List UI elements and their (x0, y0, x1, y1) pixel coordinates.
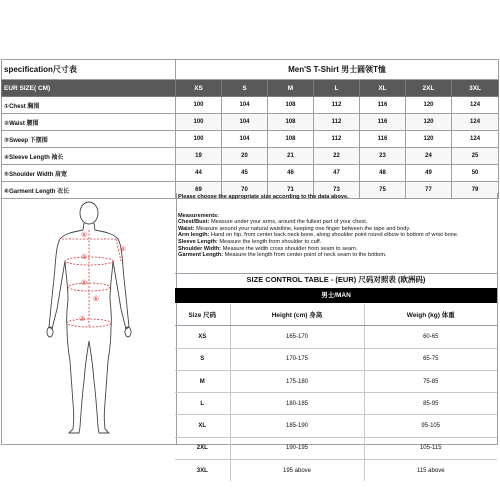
spec-value-cell: 73 (314, 182, 360, 199)
size-control-header: Weigh (kg) 体重 (364, 304, 497, 326)
spec-value-cell: 120 (406, 97, 452, 114)
notes-line (178, 239, 496, 246)
notes-term: Sleeve Length: (178, 238, 218, 245)
size-control-row (175, 370, 497, 392)
notes-text: Measure the width cross shoulder from seam to seam. (221, 245, 358, 252)
spec-value-cell: 112 (314, 131, 360, 148)
size-control-cell: L (175, 393, 230, 415)
spec-value-cell: 120 (406, 131, 452, 148)
measurement-notes (178, 194, 496, 259)
size-header-cell: 2XL (406, 80, 452, 97)
spec-value-cell: 112 (314, 114, 360, 131)
size-header-cell: S (222, 80, 268, 97)
size-control-row (175, 393, 497, 415)
spec-value-cell: 45 (222, 165, 268, 182)
spec-value-cell: 75 (360, 182, 406, 199)
notes-line (178, 232, 496, 239)
spec-value-cell: 112 (314, 97, 360, 114)
notes-term: Arm length: (178, 232, 210, 239)
size-control-cell: 190-195 (230, 437, 364, 459)
notes-text: Measure the length from shoulder to cuff. (217, 238, 322, 245)
size-control-cell: 105-115 (364, 437, 497, 459)
notes-term: Garment Length: (178, 252, 224, 259)
specification-table (1, 59, 499, 199)
spec-value-cell: 25 (452, 148, 499, 165)
notes-line (178, 246, 496, 253)
spec-row (2, 148, 499, 165)
spec-value-cell: 21 (268, 148, 314, 165)
size-control-row (175, 326, 497, 348)
spec-value-cell: 79 (452, 182, 499, 199)
spec-row-label: ⑥Garment Length 衣长 (2, 182, 176, 199)
spec-value-cell: 70 (222, 182, 268, 199)
notes-text: Measure under your arms, around the fullest part of your chest. (209, 219, 368, 226)
spec-row (2, 114, 499, 131)
size-control-header: Size 尺码 (175, 304, 230, 326)
size-control-cell: 65-75 (364, 348, 497, 370)
size-header-cell: M (268, 80, 314, 97)
spec-value-cell: 116 (360, 114, 406, 131)
size-header-cell: L (314, 80, 360, 97)
spec-value-cell: 116 (360, 131, 406, 148)
human-measurement-figure-icon (24, 199, 154, 439)
spec-value-cell: 20 (222, 148, 268, 165)
size-control-row (175, 460, 497, 482)
figure-marker-length: ⑥ (92, 295, 100, 303)
size-header-cell: 3XL (452, 80, 499, 97)
size-control-cell: 180-185 (230, 393, 364, 415)
figure-marker-sleeve: ④ (119, 245, 127, 253)
spec-value-cell: 100 (176, 114, 222, 131)
size-row-label: EUR SIZE( CM) (2, 80, 176, 97)
size-header-cell: XS (176, 80, 222, 97)
spec-corner-title: specification尺寸表 (2, 60, 176, 80)
notes-term: Waist: (178, 225, 195, 232)
spec-value-cell: 116 (360, 97, 406, 114)
size-control-cell: 115 above (416, 467, 445, 474)
spec-value-cell: 108 (268, 131, 314, 148)
figure-marker-chest: ① (80, 253, 88, 261)
size-control-cell: 60-65 (364, 326, 497, 348)
spec-value-cell: 100 (176, 131, 222, 148)
spec-value-cell: 46 (268, 165, 314, 182)
size-control-table (175, 304, 497, 481)
size-control-row (175, 437, 497, 459)
spec-value-cell: 49 (406, 165, 452, 182)
spec-value-cell: 104 (222, 97, 268, 114)
size-control-cell: 170-175 (230, 348, 364, 370)
size-control-cell: 195 above (230, 460, 364, 482)
spec-row-label: ①Chest 胸围 (2, 97, 176, 114)
notes-line (178, 252, 496, 259)
size-control-cell: XS (175, 326, 230, 348)
size-control-cell: 85-95 (364, 393, 497, 415)
size-control-cell: 2XL (175, 437, 230, 459)
spec-value-cell: 77 (406, 182, 452, 199)
spec-value-cell: 100 (176, 97, 222, 114)
size-control-cell: XL (175, 415, 230, 437)
spec-row-label: ⑤Shoulder Width 肩宽 (2, 165, 176, 182)
size-header-row (2, 80, 499, 97)
figure-panel (2, 193, 177, 444)
spec-row (2, 131, 499, 148)
notes-text: Measure around your natural waistline, keeping one finger between the tape and body. (194, 225, 411, 232)
spec-value-cell: 108 (268, 97, 314, 114)
spec-title-row (2, 60, 499, 80)
notes-text: Hand on hip, from center back neck bone, along shoulder point round elbow to bottom of wrist bone. (209, 232, 459, 239)
spec-value-cell: 24 (406, 148, 452, 165)
size-control-cell: M (175, 370, 230, 392)
spec-value-cell: 124 (452, 114, 499, 131)
notes-heading: Measurements: (178, 212, 220, 219)
notes-term: Chest/Bust: (178, 219, 210, 226)
size-control-body (175, 326, 497, 482)
notes-text: Measure the length from center point of neck seam to the bottom. (223, 252, 387, 259)
size-control-group-label: 男士/MAN (175, 288, 497, 303)
spec-value-cell: 124 (452, 131, 499, 148)
spec-row-label: ③Sweep 下摆围 (2, 131, 176, 148)
size-control-cell: 3XL (175, 460, 230, 482)
figure-marker-shoulder: ⑤ (80, 231, 88, 239)
figure-marker-waist: ② (80, 279, 88, 287)
notes-line (178, 226, 496, 233)
size-control-cell: 175-180 (230, 370, 364, 392)
spec-value-cell: 69 (176, 182, 222, 199)
spec-value-cell: 22 (314, 148, 360, 165)
size-control-cell: S (175, 348, 230, 370)
spec-value-cell: 19 (176, 148, 222, 165)
size-control-cell: 185-190 (230, 415, 364, 437)
spec-value-cell: 104 (222, 131, 268, 148)
size-control-cell: 165-170 (230, 326, 364, 348)
size-control-header-row (175, 304, 497, 326)
product-title: Men'S T-Shirt 男士圆领T恤 (176, 60, 499, 80)
size-control-header: Height (cm) 身高 (230, 304, 364, 326)
figure-marker-sweep: ③ (78, 315, 86, 323)
spec-value-cell: 124 (452, 97, 499, 114)
spec-value-cell: 47 (314, 165, 360, 182)
notes-lines (178, 219, 496, 259)
size-control-title: SIZE CONTROL TABLE - (EUR) 尺码对照表 (欧洲码) (175, 273, 497, 285)
spec-value-cell: 50 (452, 165, 499, 182)
notes-term: Shoulder Width: (178, 245, 222, 252)
spec-row (2, 165, 499, 182)
spec-row (2, 97, 499, 114)
notes-line (178, 219, 496, 226)
spec-value-cell: 48 (360, 165, 406, 182)
spec-table-body (2, 97, 499, 199)
spec-value-cell: 104 (222, 114, 268, 131)
spec-value-cell: 23 (360, 148, 406, 165)
spec-row-label: ④Sleeve Length 袖长 (2, 148, 176, 165)
size-control-row (175, 415, 497, 437)
spec-row-label: ②Waist 腰围 (2, 114, 176, 131)
size-control-cell: 95-105 (364, 415, 497, 437)
notes-intro: Please choose the appropriate size according to the data above. (178, 194, 349, 200)
size-header-cell: XL (360, 80, 406, 97)
spec-value-cell: 71 (268, 182, 314, 199)
spec-value-cell: 44 (176, 165, 222, 182)
spec-value-cell: 108 (268, 114, 314, 131)
spec-value-cell: 120 (406, 114, 452, 131)
size-control-row (175, 348, 497, 370)
size-control-cell: 75-85 (364, 370, 497, 392)
